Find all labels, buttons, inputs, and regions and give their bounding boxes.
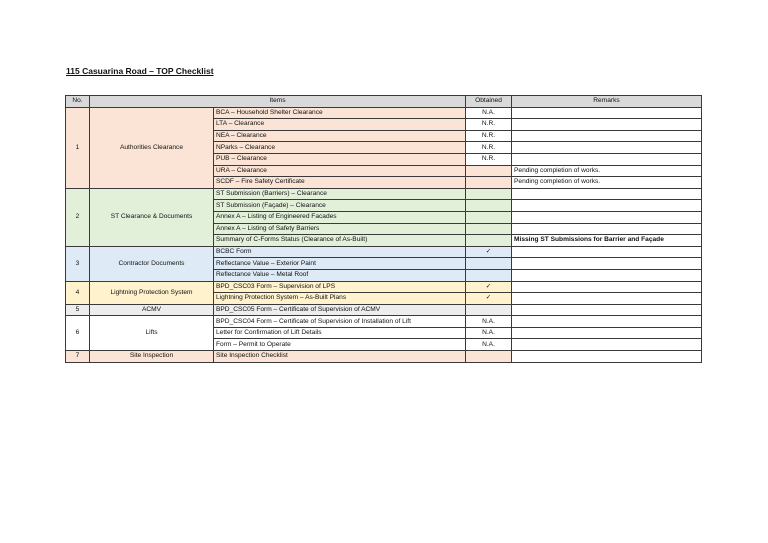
group-number: 1 xyxy=(66,107,90,188)
remarks-cell xyxy=(512,269,702,281)
item-name: BPD_CSC03 Form – Supervision of LPS xyxy=(214,281,466,293)
obtained-status xyxy=(466,269,512,281)
obtained-status: N.A. xyxy=(466,339,512,351)
obtained-status xyxy=(466,351,512,363)
obtained-status: N.R. xyxy=(466,142,512,154)
group-number: 4 xyxy=(66,281,90,304)
obtained-status: N.R. xyxy=(466,119,512,131)
remarks-cell xyxy=(512,316,702,328)
item-name: Letter for Confirmation of Lift Details xyxy=(214,327,466,339)
group-category: Site Inspection xyxy=(90,351,214,363)
remarks-cell xyxy=(512,119,702,131)
item-name: ST Submission (Façade) – Clearance xyxy=(214,200,466,212)
remarks-cell xyxy=(512,200,702,212)
table-row xyxy=(66,304,702,316)
remarks-cell xyxy=(512,142,702,154)
obtained-status: ✓ xyxy=(466,281,512,293)
item-name: BCA – Household Shelter Clearance xyxy=(214,107,466,119)
item-name: Reflectance Value – Metal Roof xyxy=(214,269,466,281)
group-number: 3 xyxy=(66,246,90,281)
obtained-status: ✓ xyxy=(466,293,512,305)
remarks-cell: Pending completion of works. xyxy=(512,165,702,177)
document-title: 115 Casuarina Road – TOP Checklist xyxy=(66,66,214,76)
group-category: Lifts xyxy=(90,316,214,351)
group-category: Lightning Protection System xyxy=(90,281,214,304)
group-category: ST Clearance & Documents xyxy=(90,188,214,246)
remarks-cell xyxy=(512,246,702,258)
remarks-cell xyxy=(512,293,702,305)
remarks-cell xyxy=(512,327,702,339)
item-name: SCDF – Fire Safety Certificate xyxy=(214,177,466,189)
group-number: 5 xyxy=(66,304,90,316)
remarks-cell xyxy=(512,281,702,293)
obtained-status xyxy=(466,177,512,189)
item-name: PUB – Clearance xyxy=(214,153,466,165)
header-remarks: Remarks xyxy=(512,96,702,108)
header-row xyxy=(66,96,702,108)
remarks-cell: Pending completion of works. xyxy=(512,177,702,189)
item-name: Annex A – Listing of Engineered Facades xyxy=(214,211,466,223)
obtained-status xyxy=(466,211,512,223)
item-name: BPD_CSC04 Form – Certificate of Supervision of Installation of Lift xyxy=(214,316,466,328)
remarks-cell xyxy=(512,304,702,316)
item-name: Lightning Protection System – As-Built Plans xyxy=(214,293,466,305)
remarks-cell xyxy=(512,339,702,351)
header-obtained: Obtained xyxy=(466,96,512,108)
remarks-cell xyxy=(512,130,702,142)
top-checklist-table xyxy=(65,95,702,363)
item-name: Summary of C-Forms Status (Clearance of As-Built) xyxy=(214,235,466,247)
obtained-status: N.R. xyxy=(466,130,512,142)
group-number: 2 xyxy=(66,188,90,246)
table-row xyxy=(66,281,702,293)
table-row xyxy=(66,107,702,119)
item-name: Site Inspection Checklist xyxy=(214,351,466,363)
obtained-status xyxy=(466,258,512,270)
obtained-status xyxy=(466,200,512,212)
table-row xyxy=(66,316,702,328)
table-row xyxy=(66,246,702,258)
obtained-status xyxy=(466,188,512,200)
remarks-cell xyxy=(512,107,702,119)
obtained-status: N.R. xyxy=(466,153,512,165)
item-name: ST Submission (Barriers) – Clearance xyxy=(214,188,466,200)
obtained-status xyxy=(466,223,512,235)
table-row xyxy=(66,351,702,363)
obtained-status: N.A. xyxy=(466,327,512,339)
remarks-cell xyxy=(512,153,702,165)
remarks-cell: Missing ST Submissions for Barrier and Façade xyxy=(512,235,702,247)
group-number: 6 xyxy=(66,316,90,351)
obtained-status xyxy=(466,235,512,247)
item-name: Reflectance Value – Exterior Paint xyxy=(214,258,466,270)
item-name: BPD_CSC05 Form – Certificate of Supervision of ACMV xyxy=(214,304,466,316)
group-category: Contractor Documents xyxy=(90,246,214,281)
obtained-status: N.A. xyxy=(466,316,512,328)
group-category: Authorities Clearance xyxy=(90,107,214,188)
remarks-cell xyxy=(512,223,702,235)
remarks-cell xyxy=(512,188,702,200)
header-no: No. xyxy=(66,96,90,108)
item-name: LTA – Clearance xyxy=(214,119,466,131)
obtained-status xyxy=(466,165,512,177)
obtained-status: N.A. xyxy=(466,107,512,119)
remarks-cell xyxy=(512,351,702,363)
item-name: NEA – Clearance xyxy=(214,130,466,142)
remarks-cell xyxy=(512,258,702,270)
item-name: URA – Clearance xyxy=(214,165,466,177)
item-name: Annex A – Listing of Safety Barriers xyxy=(214,223,466,235)
obtained-status: ✓ xyxy=(466,246,512,258)
group-number: 7 xyxy=(66,351,90,363)
item-name: NParks – Clearance xyxy=(214,142,466,154)
table-row xyxy=(66,188,702,200)
obtained-status xyxy=(466,304,512,316)
header-items: Items xyxy=(90,96,466,108)
item-name: Form – Permit to Operate xyxy=(214,339,466,351)
item-name: BCBC Form xyxy=(214,246,466,258)
group-category: ACMV xyxy=(90,304,214,316)
remarks-cell xyxy=(512,211,702,223)
